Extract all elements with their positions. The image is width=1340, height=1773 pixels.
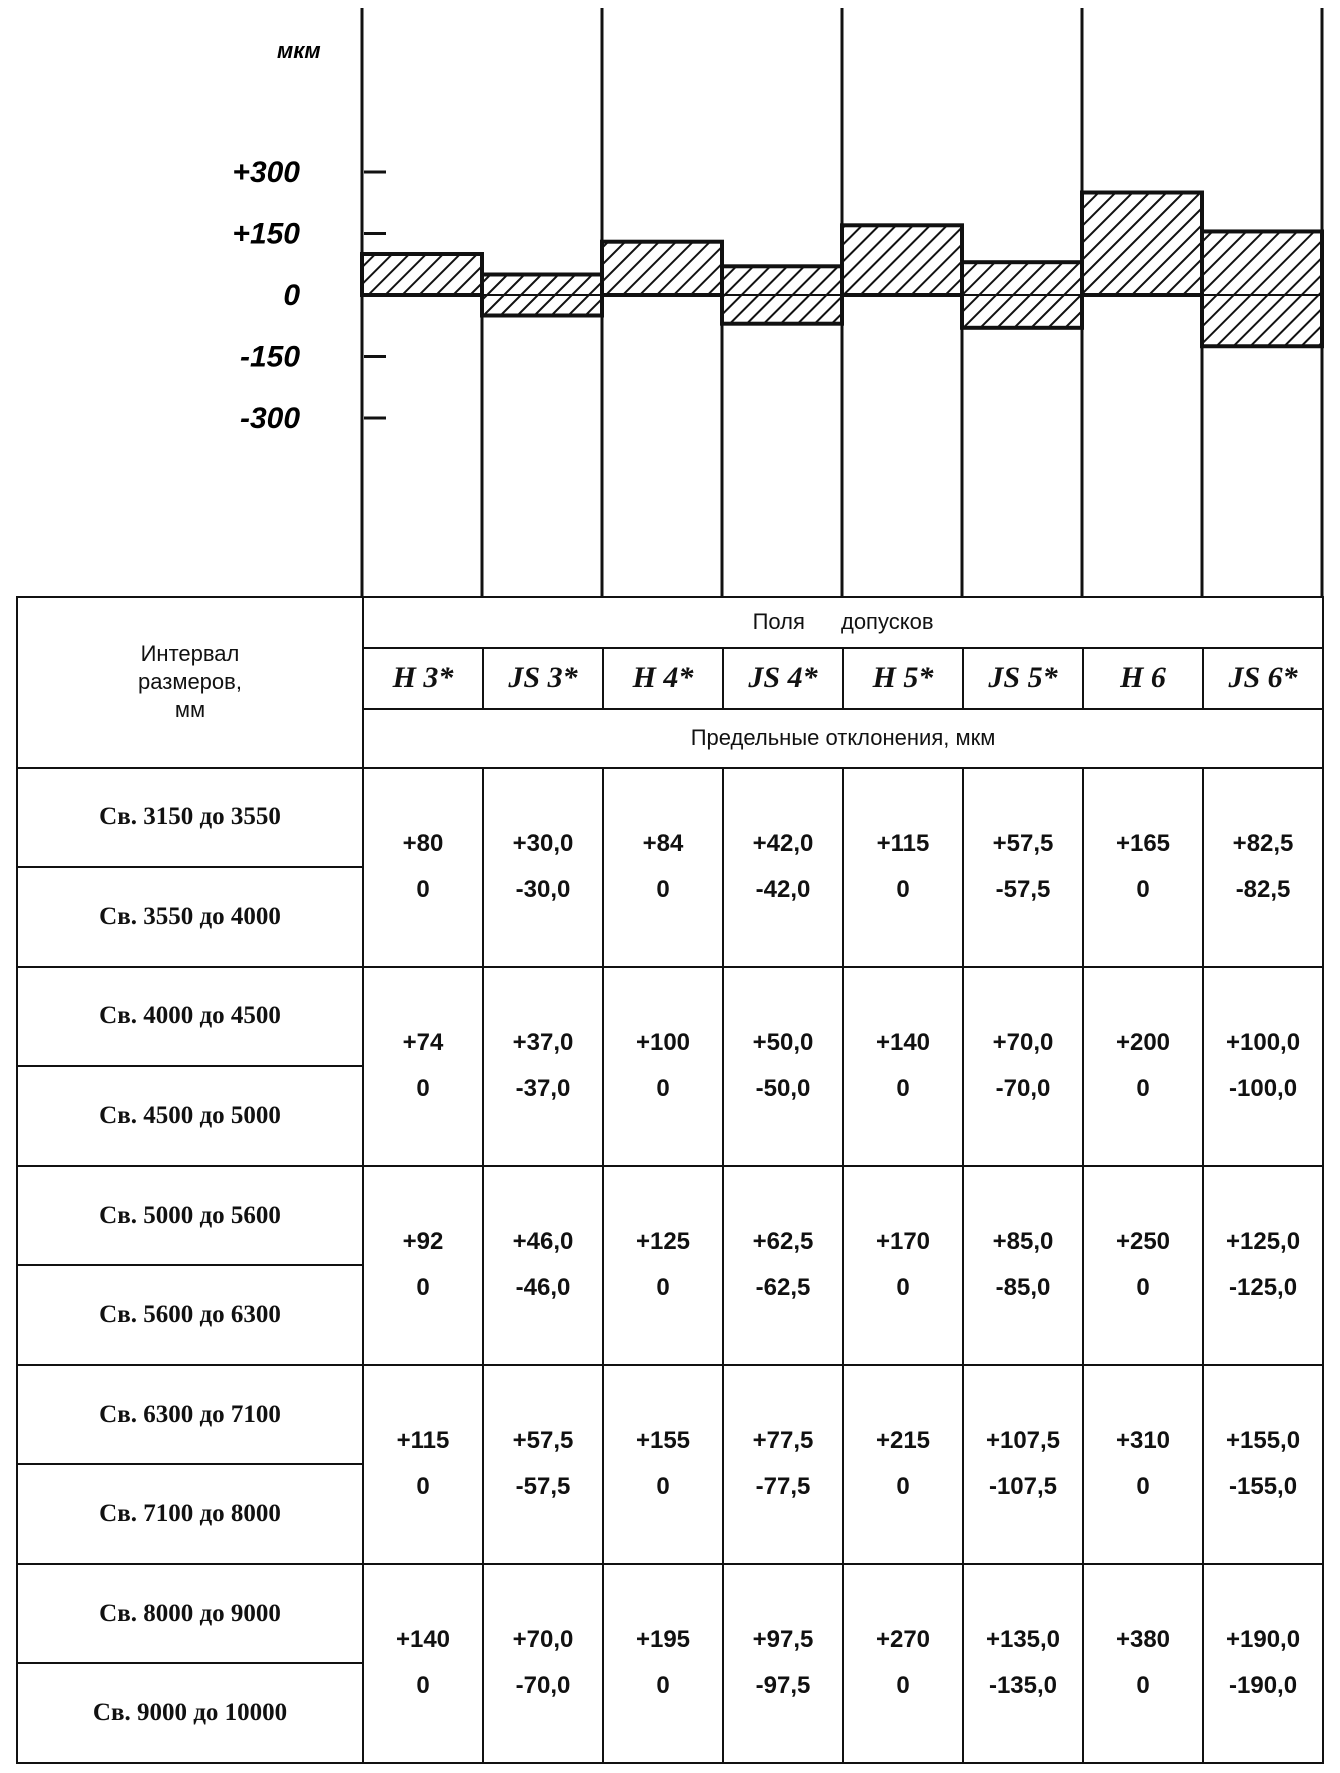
deviation-cell [1203, 967, 1323, 1166]
size-interval: Св. 5600 до 6300 [17, 1265, 363, 1365]
upper-deviation: +170 [875, 1228, 931, 1256]
deviation-cell [723, 768, 843, 967]
lower-deviation: 0 [416, 1473, 430, 1501]
y-tick-label: +150 [232, 217, 300, 251]
lower-deviation: -82,5 [1235, 876, 1291, 904]
upper-deviation: +215 [875, 1427, 931, 1455]
size-interval: Св. 6300 до 7100 [17, 1365, 363, 1465]
deviation-cell [483, 768, 603, 967]
upper-deviation: +57,5 [992, 830, 1054, 858]
deviation-cell [843, 967, 963, 1166]
lower-deviation: 0 [1136, 876, 1150, 904]
size-interval: Св. 3550 до 4000 [17, 867, 363, 967]
deviation-cell [363, 768, 483, 967]
size-interval: Св. 5000 до 5600 [17, 1166, 363, 1266]
size-interval: Св. 9000 до 10000 [17, 1663, 363, 1763]
upper-deviation: +62,5 [752, 1228, 814, 1256]
size-interval: Св. 7100 до 8000 [17, 1464, 363, 1564]
deviation-cell [1083, 1365, 1203, 1564]
upper-deviation: +155 [635, 1427, 691, 1455]
lower-deviation: 0 [896, 876, 910, 904]
lower-deviation: -77,5 [755, 1473, 811, 1501]
deviation-cell [963, 1564, 1083, 1763]
deviation-cell [963, 1166, 1083, 1365]
lower-deviation: 0 [896, 1473, 910, 1501]
deviation-cell [1203, 1564, 1323, 1763]
upper-deviation: +155,0 [1226, 1427, 1301, 1455]
upper-deviation: +125,0 [1226, 1228, 1301, 1256]
tolerance-field-bar [1202, 231, 1322, 346]
deviation-cell [483, 1166, 603, 1365]
upper-deviation: +140 [875, 1029, 931, 1057]
lower-deviation: -125,0 [1229, 1274, 1298, 1302]
lower-deviation: -50,0 [755, 1075, 811, 1103]
interval-header-line: размеров, [138, 669, 242, 695]
size-interval: Св. 4500 до 5000 [17, 1066, 363, 1166]
deviation-cell [963, 967, 1083, 1166]
tolerance-field-header: JS 4* [723, 648, 843, 709]
lower-deviation: -107,5 [988, 1473, 1058, 1501]
lower-deviation: -30,0 [515, 876, 571, 904]
upper-deviation: +140 [395, 1626, 451, 1654]
deviation-cell [603, 1365, 723, 1564]
lower-deviation: -135,0 [988, 1672, 1058, 1700]
y-tick-label: +300 [232, 156, 300, 189]
deviation-cell [963, 1365, 1083, 1564]
upper-deviation: +115 [876, 830, 930, 858]
lower-deviation: -37,0 [515, 1075, 571, 1103]
upper-deviation: +92 [402, 1228, 444, 1256]
lower-deviation: -100,0 [1229, 1075, 1298, 1103]
lower-deviation: -85,0 [995, 1274, 1051, 1302]
deviation-cell [483, 1564, 603, 1763]
deviation-cell [1203, 768, 1323, 967]
deviation-cell [603, 1166, 723, 1365]
upper-deviation: +310 [1115, 1427, 1171, 1455]
upper-deviation: +70,0 [512, 1626, 574, 1654]
lower-deviation: 0 [416, 1274, 430, 1302]
lower-deviation: 0 [896, 1672, 910, 1700]
upper-deviation: +115 [396, 1427, 450, 1455]
tolerance-field-header: JS 5* [963, 648, 1083, 709]
deviation-cell [1083, 967, 1203, 1166]
size-interval: Св. 3150 до 3550 [17, 768, 363, 868]
deviation-cell [723, 1365, 843, 1564]
upper-deviation: +80 [402, 830, 444, 858]
lower-deviation: 0 [416, 1672, 430, 1700]
deviation-cell [1203, 1365, 1323, 1564]
upper-deviation: +42,0 [752, 830, 814, 858]
size-interval: Св. 4000 до 4500 [17, 967, 363, 1067]
lower-deviation: 0 [656, 1274, 670, 1302]
upper-deviation: +74 [402, 1029, 444, 1057]
upper-deviation: +50,0 [752, 1029, 814, 1057]
y-unit-label: мкм [277, 38, 321, 63]
upper-deviation: +100,0 [1226, 1029, 1301, 1057]
deviation-cell [363, 967, 483, 1166]
lower-deviation: -70,0 [995, 1075, 1051, 1103]
lower-deviation: -57,5 [995, 876, 1051, 904]
tolerance-field-bar [602, 242, 722, 295]
deviation-cell [1203, 1166, 1323, 1365]
lower-deviation: -155,0 [1229, 1473, 1298, 1501]
deviation-cell [363, 1564, 483, 1763]
tolerance-field-header: H 5* [843, 648, 963, 709]
lower-deviation: -190,0 [1229, 1672, 1298, 1700]
upper-deviation: +37,0 [512, 1029, 574, 1057]
deviation-cell [483, 967, 603, 1166]
lower-deviation: -97,5 [755, 1672, 811, 1700]
lower-deviation: -46,0 [515, 1274, 571, 1302]
y-tick-label: -150 [239, 340, 300, 374]
upper-deviation: +107,5 [985, 1427, 1061, 1455]
upper-deviation: +97,5 [752, 1626, 814, 1654]
deviations-header: Предельные отклонения, мкм [363, 709, 1323, 768]
deviation-cell [603, 967, 723, 1166]
deviation-cell [1083, 768, 1203, 967]
interval-header [17, 597, 363, 768]
lower-deviation: 0 [1136, 1075, 1150, 1103]
deviation-cell [603, 768, 723, 967]
upper-deviation: +85,0 [992, 1228, 1054, 1256]
upper-deviation: +70,0 [992, 1029, 1054, 1057]
lower-deviation: 0 [1136, 1672, 1150, 1700]
deviation-cell [603, 1564, 723, 1763]
lower-deviation: 0 [1136, 1274, 1150, 1302]
lower-deviation: -57,5 [515, 1473, 571, 1501]
upper-deviation: +100 [635, 1029, 691, 1057]
lower-deviation: 0 [416, 876, 430, 904]
deviation-cell [723, 1564, 843, 1763]
deviation-cell [843, 1166, 963, 1365]
upper-deviation: +82,5 [1232, 830, 1294, 858]
upper-deviation: +270 [875, 1626, 931, 1654]
lower-deviation: -70,0 [515, 1672, 571, 1700]
upper-deviation: +195 [635, 1626, 691, 1654]
upper-deviation: +84 [642, 830, 684, 858]
upper-deviation: +200 [1115, 1029, 1171, 1057]
upper-deviation: +125 [635, 1228, 691, 1256]
deviation-cell [363, 1166, 483, 1365]
lower-deviation: 0 [656, 1672, 670, 1700]
lower-deviation: 0 [656, 1075, 670, 1103]
size-interval: Св. 8000 до 9000 [17, 1564, 363, 1664]
upper-deviation: +165 [1115, 830, 1171, 858]
tolerance-field-header: JS 6* [1203, 648, 1323, 709]
upper-deviation: +57,5 [512, 1427, 574, 1455]
lower-deviation: -42,0 [755, 876, 811, 904]
y-tick-label: -300 [239, 402, 300, 435]
tolerance-field-header: H 3* [363, 648, 483, 709]
lower-deviation: 0 [1136, 1473, 1150, 1501]
lower-deviation: 0 [656, 1473, 670, 1501]
tolerance-field-header: H 4* [603, 648, 723, 709]
tolerance-fields-header: Поля допусков [363, 597, 1323, 648]
interval-header-line: мм [174, 697, 206, 723]
upper-deviation: +30,0 [512, 830, 574, 858]
upper-deviation: +46,0 [512, 1228, 574, 1256]
deviation-cell [483, 1365, 603, 1564]
deviation-cell [1083, 1166, 1203, 1365]
lower-deviation: 0 [896, 1274, 910, 1302]
deviation-cell [843, 1564, 963, 1763]
deviation-cell [723, 967, 843, 1166]
lower-deviation: -62,5 [755, 1274, 811, 1302]
y-tick-label: 0 [283, 279, 300, 312]
tolerance-field-bar [362, 254, 482, 295]
tolerance-field-header: JS 3* [483, 648, 603, 709]
lower-deviation: 0 [416, 1075, 430, 1103]
deviation-cell [963, 768, 1083, 967]
upper-deviation: +380 [1115, 1626, 1171, 1654]
tolerance-field-bar [1082, 193, 1202, 296]
upper-deviation: +190,0 [1226, 1626, 1301, 1654]
deviation-table [16, 596, 1324, 1764]
interval-header-line: Интервал [140, 641, 240, 667]
deviation-cell [843, 768, 963, 967]
lower-deviation: 0 [896, 1075, 910, 1103]
deviation-cell [843, 1365, 963, 1564]
lower-deviation: 0 [656, 876, 670, 904]
tolerance-field-diagram [0, 0, 1340, 600]
deviation-cell [1083, 1564, 1203, 1763]
upper-deviation: +77,5 [752, 1427, 814, 1455]
tolerance-field-header: H 6 [1083, 648, 1203, 709]
upper-deviation: +135,0 [985, 1626, 1061, 1654]
tolerance-field-bar [842, 225, 962, 295]
deviation-cell [363, 1365, 483, 1564]
deviation-cell [723, 1166, 843, 1365]
upper-deviation: +250 [1115, 1228, 1171, 1256]
